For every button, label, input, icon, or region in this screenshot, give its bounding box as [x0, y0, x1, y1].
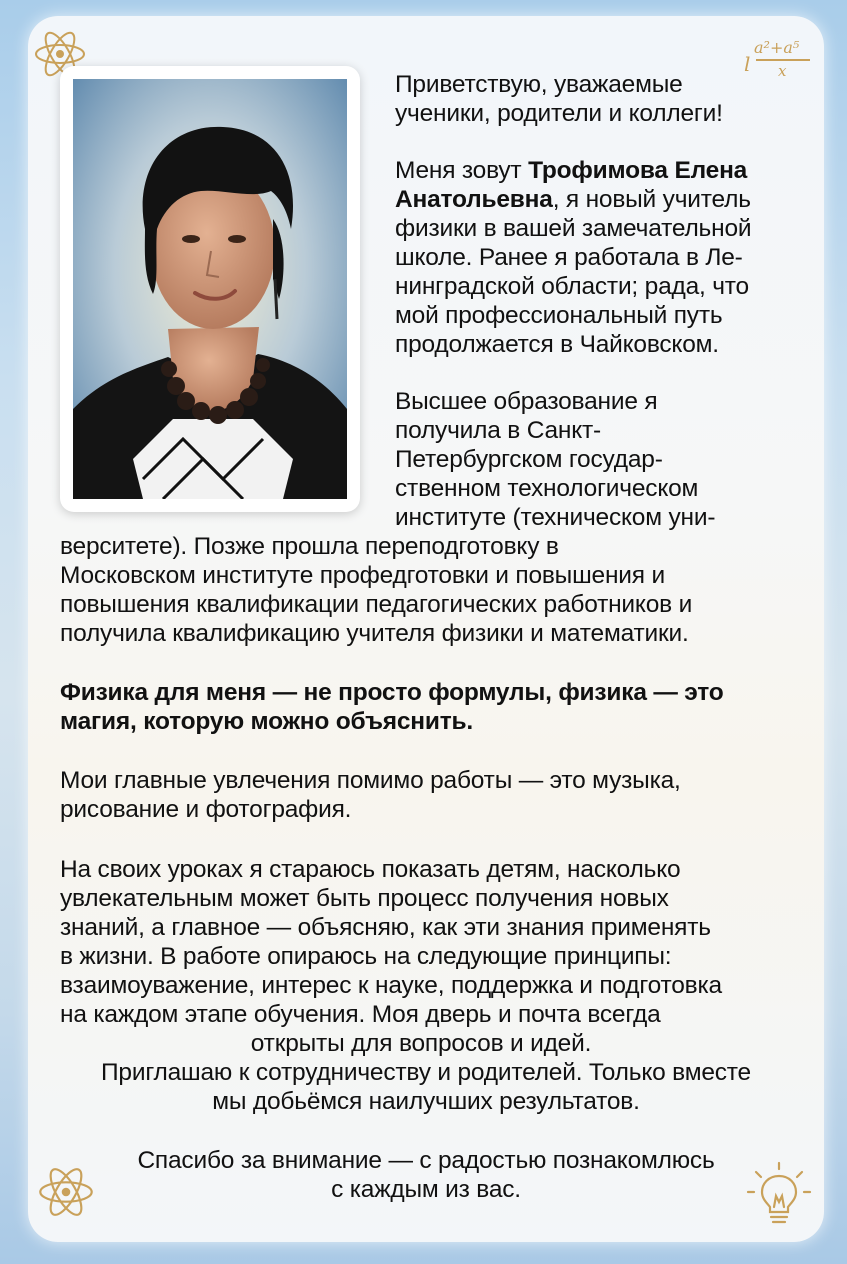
- teacher-name: Анатольевна: [395, 186, 553, 213]
- education-line: получила квалификацию учителя физики и математики.: [60, 620, 689, 647]
- education-line: повышения квалификации педагогических работников и: [60, 591, 693, 618]
- invite-line: мы добьёмся наилучших результатов.: [212, 1088, 640, 1115]
- lessons-line: взаимоуважение, интерес к науке, поддержка и подготовка: [60, 972, 722, 999]
- greeting-line: Приветствую, уважаемые: [395, 71, 683, 98]
- teacher-photo-frame: [60, 66, 360, 512]
- lessons-line: на каждом этапе обучения. Моя дверь и почта всегда: [60, 1001, 661, 1028]
- intro-text: , я новый учитель: [552, 186, 751, 213]
- education-line: Петербургском государ-: [395, 446, 663, 473]
- intro-prefix: Меня зовут: [395, 157, 529, 184]
- education-line: ственном технологическом: [395, 475, 699, 502]
- lessons-line: открыты для вопросов и идей.: [250, 1030, 592, 1057]
- teacher-name: Трофимова Елена: [528, 157, 748, 184]
- education-line: Московском институте профедготовки и повышения и: [60, 562, 665, 589]
- lessons-line: увлекательным может быть процесс получения новых: [60, 885, 669, 912]
- lessons-line: На своих уроках я стараюсь показать детям, насколько: [60, 856, 681, 883]
- closing-line: с каждым из вас.: [331, 1176, 521, 1203]
- education-line: Высшее образование я: [395, 388, 658, 415]
- motto-line: магия, которую можно объяснить.: [60, 708, 474, 735]
- teacher-photo: [73, 79, 347, 499]
- education-line: верситете). Позже прошла переподготовку в: [60, 533, 559, 560]
- intro-line: [395, 156, 747, 185]
- intro-line: продолжается в Чайковском.: [395, 331, 719, 358]
- intro-line: мой профессиональный путь: [395, 302, 723, 329]
- intro-line: нинградской области; рада, что: [395, 273, 749, 300]
- intro-line: [395, 185, 751, 214]
- formula-icon: l a²+a⁵ x: [744, 38, 814, 88]
- lessons-line: в жизни. В работе опираюсь на следующие принципы:: [60, 943, 672, 970]
- intro-line: физики в вашей замечательной: [395, 215, 752, 242]
- intro-line: школе. Ранее я работала в Ле-: [395, 244, 743, 271]
- hobbies-line: рисование и фотография.: [60, 796, 352, 823]
- closing-line: Спасибо за внимание — с радостью познакомлюсь: [137, 1147, 715, 1174]
- invite-line: Приглашаю к сотрудничеству и родителей. Только вместе: [101, 1059, 751, 1086]
- education-line: институте (техническом уни-: [395, 504, 716, 531]
- lessons-line: знаний, а главное — объясняю, как эти знания применять: [60, 914, 711, 941]
- hobbies-line: Мои главные увлечения помимо работы — это музыка,: [60, 767, 681, 794]
- education-line: получила в Санкт-: [395, 417, 601, 444]
- motto-line: Физика для меня — не просто формулы, физика — это: [60, 679, 724, 706]
- greeting-line: ученики, родители и коллеги!: [395, 100, 723, 127]
